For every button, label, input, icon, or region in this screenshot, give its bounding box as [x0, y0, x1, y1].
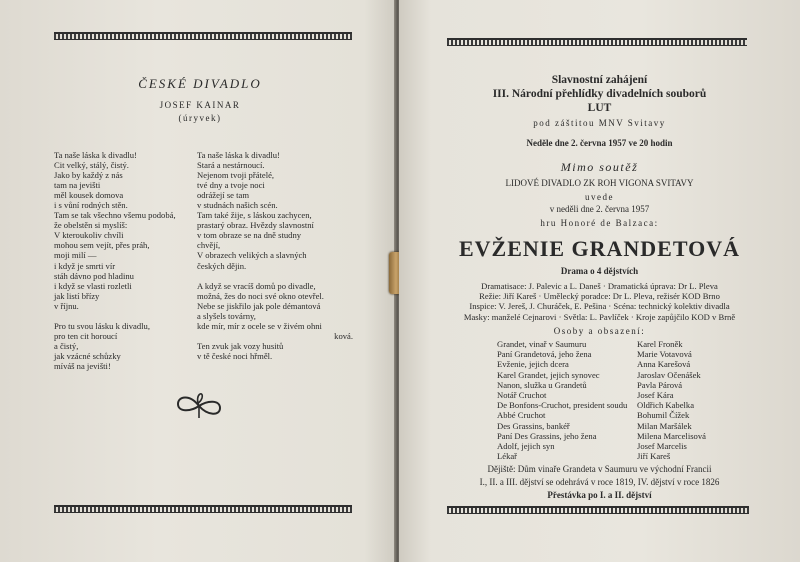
poem-line: Tam také žije, s láskou zachycen,	[197, 210, 312, 221]
poem-line	[54, 311, 176, 321]
cast-roles	[497, 339, 627, 461]
patronage: pod záštitou MNV Svitavy	[533, 118, 666, 128]
poem-line: českých dějin.	[197, 260, 247, 271]
cast-role: Lékař	[497, 451, 518, 462]
poem-line: Nebe se jiskřilo jak pole démantová	[197, 300, 321, 311]
poem-line: V kteroukoliv chvíli	[54, 230, 124, 241]
cast-actor: Jaroslav Očenášek	[637, 369, 701, 380]
heading-line-2: III. Národní přehlídky divadelních souborů	[492, 88, 707, 100]
cast-actor: Pavla Párová	[637, 379, 683, 390]
poem-line: Tam se tak všechno všemu podobá,	[54, 210, 176, 221]
subtitle: (úryvek)	[178, 113, 222, 123]
poem-line: v tom obraze se na dně studny	[197, 230, 302, 241]
poem-line: tvé dny a tvoje noci	[197, 180, 265, 191]
credit-line: Masky: manželé Cejnarovi · Světla: L. Pavlíček · Kroje zapůjčilo KOD v Brně	[463, 311, 736, 322]
heading-line-3: LUT	[587, 102, 612, 114]
author-name: JOSEF KAINAR	[159, 100, 241, 110]
poem-column-1	[54, 150, 176, 371]
play-title: EVŽENIE GRANDETOVÁ	[458, 236, 741, 261]
poem-line: v tě české noci hřměl.	[197, 350, 273, 361]
poem-line: i když je smrti vír	[54, 260, 116, 271]
cast-actor: Josef Kára	[637, 389, 674, 400]
left-page	[0, 0, 396, 562]
troupe-name: LIDOVÉ DIVADLO ZK ROH VIGONA SVITAVY	[505, 178, 694, 188]
poem-line: měl kousek domova	[54, 190, 124, 201]
cast-role: Evženie, jejich dcera	[497, 359, 569, 370]
cast-role: Des Grassins, bankéř	[497, 420, 570, 431]
poem-line: stáh dávno pod hladinu	[54, 270, 134, 281]
poem-line: a slyšels továrny,	[197, 310, 256, 321]
cast-actor: Josef Marcelis	[637, 440, 687, 451]
date-2: v neděli dne 2. června 1957	[549, 204, 650, 214]
poem-line: v říjnu.	[54, 300, 79, 311]
top-ornament-rule	[447, 38, 747, 46]
setting-line-1: Dějiště: Dům vinaře Grandeta v Saumuru ve východní Francii	[487, 464, 712, 474]
poem-line: i když se vlasti rozletli	[54, 280, 132, 291]
cast-actor: Milena Marcelisová	[637, 430, 706, 441]
poem-line: Jako by každý z nás	[54, 170, 123, 181]
cast-actor: Milan Maršálek	[637, 420, 692, 431]
poem-line: jak listí břízy	[54, 290, 100, 301]
poem-line: že obelstěn si myslíš:	[54, 220, 128, 231]
poem-line: i s vůní rodných stěn.	[54, 200, 128, 211]
credit-line: Inspice: V. Jereš, J. Churáček, E. Pešina · Scéna: technický kolektiv divadla	[469, 301, 730, 312]
poem-line: mohou sem vejít, přes práh,	[54, 240, 150, 251]
cast-role: Nanon, služka u Grandetů	[497, 379, 587, 390]
poem-line: možná, žes do noci své okno otevřel.	[197, 290, 324, 301]
uvede: uvede	[585, 192, 614, 202]
cast-actor: Jiří Kareš	[637, 451, 671, 462]
poem-column-2	[197, 150, 353, 361]
poem-line: Pro tu svou lásku k divadlu,	[54, 320, 150, 331]
bottom-ornament-rule	[54, 505, 352, 513]
credits	[399, 281, 800, 322]
cast-role: Karel Grandet, jejich synovec	[497, 369, 600, 380]
poem-line: Stará a nestárnoucí.	[197, 160, 265, 171]
date-line: Neděle dne 2. června 1957 ve 20 hodin	[526, 138, 673, 148]
poem-line: a čistý,	[54, 340, 79, 351]
poem-line: jak vzácné schůzky	[54, 350, 121, 361]
mimo-soutez: Mimo soutěž	[560, 160, 639, 174]
pause-line: Přestávka po I. a II. dějství	[547, 490, 652, 500]
flourish-ornament-icon	[172, 386, 226, 426]
poem-line: v studnách našich scén.	[197, 200, 278, 211]
cast-heading: Osoby a obsazení:	[553, 326, 646, 336]
credit-line: Režie: Jiří Kareš · Umělecký poradce: Dr L. Pleva, režisér KOD Brno	[479, 291, 720, 302]
poem-line: Ta naše láska k divadlu!	[197, 150, 280, 160]
play-author: hru Honoré de Balzaca:	[540, 218, 659, 228]
poem-line	[197, 271, 353, 281]
poem-line: míváš na jevišti!	[54, 360, 111, 371]
poem-line: Ta naše láska k divadlu!	[54, 150, 137, 160]
poem-line: Cit velký, stálý, čistý.	[54, 160, 129, 171]
cast-actors	[637, 339, 706, 461]
poem-line: Nejenom tvoji přátelé,	[197, 170, 275, 181]
cast-actor: Marie Votavová	[637, 349, 692, 360]
poem-line: odrážejí se tam	[197, 190, 250, 201]
bottom-ornament-rule	[447, 506, 749, 514]
page-title: ČESKÉ DIVADLO	[138, 76, 262, 91]
poem-line: kde mír, mír z ocele se v živém ohni	[197, 320, 322, 331]
poem-line: moji milí —	[54, 250, 97, 261]
top-ornament-rule	[54, 32, 352, 40]
cast-role: De Bonfons-Cruchot, president soudu	[497, 400, 628, 411]
poem-line: V obrazech velikých a slavných	[197, 250, 307, 261]
right-page	[399, 0, 800, 562]
poem-line: tam na jevišti	[54, 180, 101, 191]
cast-actor: Oldřich Kabelka	[637, 400, 695, 411]
cast-actor: Karel Froněk	[637, 339, 683, 349]
drama-subtitle: Drama o 4 dějstvích	[560, 266, 639, 276]
credit-line: Dramatisace: J. Palevic a L. Daneš · Dramatická úprava: Dr L. Pleva	[481, 281, 718, 291]
cast-role: Grandet, vinař v Saumuru	[497, 339, 587, 349]
setting-line-2: I., II. a III. dějství se odehrává v roce 1819, IV. dějství v roce 1826	[479, 477, 720, 487]
poem-line: A když se vracíš domů po divadle,	[197, 280, 316, 291]
cast-role: Adolf, jejich syn	[497, 440, 555, 451]
poem-line: pro ten cit horoucí	[54, 330, 118, 341]
cast-role: Paní Des Grassins, jeho žena	[497, 430, 597, 441]
poem-line: prastarý obraz. Hvězdy slavnostní	[197, 220, 314, 231]
poem-line: ková.	[334, 330, 353, 341]
poem-line: Ten zvuk jak vozy husitů	[197, 340, 284, 351]
cast-role: Abbé Cruchot	[497, 410, 546, 421]
poem-line: chvějí,	[197, 240, 221, 251]
cast-role: Paní Grandetová, jeho žena	[497, 349, 592, 360]
cast-actor: Anna Karešová	[637, 359, 691, 370]
cast-actor: Bohumil Čížek	[637, 410, 690, 421]
heading-line-1: Slavnostní zahájení	[551, 74, 648, 86]
cast-role: Notář Cruchot	[497, 389, 547, 400]
